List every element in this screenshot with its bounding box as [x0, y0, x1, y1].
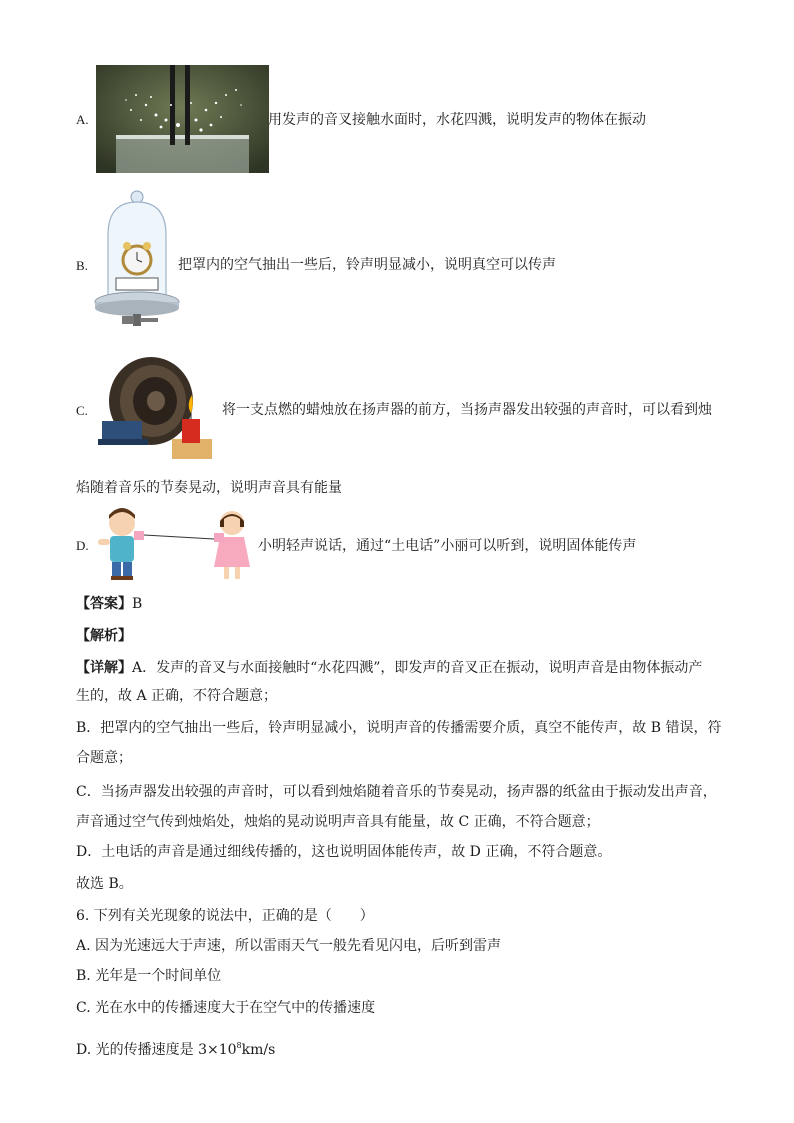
detail-line-1: [76, 658, 702, 678]
question-6-option-d-exponent: 8: [236, 1041, 242, 1050]
question-6-option-b: B. 光年是一个时间单位: [76, 968, 222, 984]
question-6-option-c: C. 光在水中的传播速度大于在空气中的传播速度: [76, 1000, 376, 1016]
detail-text-5: C．当扬声器发出较强的声音时，可以看到烛焰随着音乐的节奏晃动，扬声器的纸盆由于振动发出声音，: [76, 784, 717, 800]
option-a-text: 用发声的音叉接触水面时，水花四溅，说明发声的物体在振动: [268, 112, 646, 128]
answer-value: B: [132, 596, 143, 612]
detail-label: 【详解】: [76, 660, 132, 676]
question-6-option-d: [76, 1036, 275, 1060]
tuning-fork-water-figure: [96, 65, 269, 173]
option-c-text-cont: 焰随着音乐的节奏晃动，说明声音具有能量: [76, 480, 342, 496]
string-telephone-figure: [92, 505, 260, 587]
option-d-text: 小明轻声说话，通过“土电话”小丽可以听到，说明固体能传声: [258, 538, 637, 554]
option-b-text: 把罩内的空气抽出一些后，铃声明显减小，说明真空可以传声: [178, 257, 556, 273]
option-b-letter: B.: [76, 258, 88, 273]
analysis-label: 【解析】: [76, 628, 132, 644]
detail-text-1: A．发声的音叉与水面接触时“水花四溅”，即发声的音叉正在振动，说明声音是由物体振动产: [132, 660, 703, 676]
question-6-option-d-prefix: D. 光的传播速度是 3×10: [76, 1042, 237, 1058]
answer-label: 【答案】: [76, 596, 132, 612]
option-d-letter: D.: [76, 538, 89, 553]
detail-text-2: 生的，故 A 正确，不符合题意；: [76, 688, 278, 704]
detail-text-3: B．把罩内的空气抽出一些后，铃声明显减小，说明声音的传播需要介质，真空不能传声，故 B 错误，符: [76, 720, 722, 736]
speaker-candle-figure: [96, 355, 216, 461]
option-c-text: 将一支点燃的蜡烛放在扬声器的前方，当扬声器发出较强的声音时，可以看到烛: [222, 402, 712, 418]
question-6-option-a: A. 因为光速远大于声速，所以雷雨天气一般先看见闪电，后听到雷声: [76, 938, 502, 954]
detail-text-7: D．土电话的声音是通过细线传播的，这也说明固体能传声，故 D 正确，不符合题意。: [76, 844, 612, 860]
answer-line: [76, 594, 142, 614]
option-a-letter: A.: [76, 112, 89, 127]
question-6-option-d-unit: km/s: [241, 1042, 276, 1058]
detail-text-8: 故选 B。: [76, 876, 133, 892]
detail-text-4: 合题意；: [76, 750, 132, 766]
detail-text-6: 声音通过空气传到烛焰处，烛焰的晃动说明声音具有能量，故 C 正确，不符合题意；: [76, 814, 600, 830]
option-c-letter: C.: [76, 403, 88, 418]
bell-jar-figure: [94, 190, 180, 330]
question-6-stem: 6. 下列有关光现象的说法中，正确的是（ ）: [76, 908, 374, 924]
